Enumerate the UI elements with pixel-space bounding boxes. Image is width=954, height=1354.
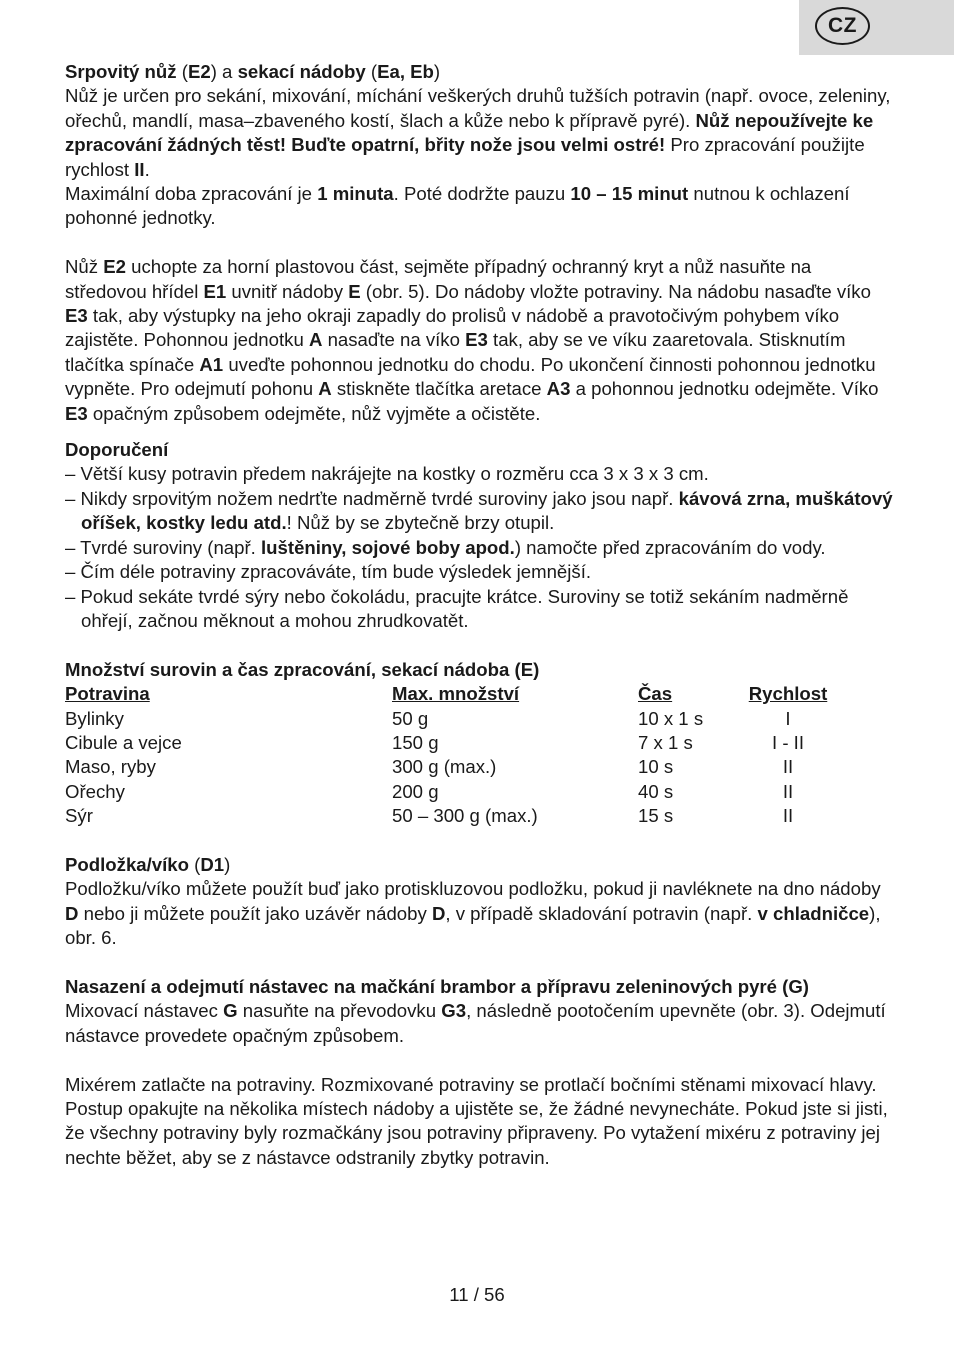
table-row xyxy=(65,780,838,804)
table-header: Max. množství xyxy=(392,683,520,705)
table-cell: 50 – 300 g (max.) xyxy=(392,805,538,827)
recommendations-list xyxy=(65,462,895,633)
pad-lid-paragraph: Podložku/víko můžete použít buď jako protiskluzovou podložku, pokud ji navléknete na dno nádoby D nebo ji můžete použít jako uzávěr nádoby D, v případě skladování potravin (např. v chladničce), obr. 6. xyxy=(65,878,881,949)
table-cell: 300 g (max.) xyxy=(392,756,497,778)
table-cell: 40 s xyxy=(638,780,674,802)
list-item: – Větší kusy potravin předem nakrájejte na kostky o rozměru cca 3 x 3 x 3 cm. xyxy=(65,463,709,485)
table-row xyxy=(65,804,838,828)
table-cell: 50 g xyxy=(392,707,429,729)
section-title-masher: Nasazení a odejmutí nástavec na mačkání brambor a přípravu zeleninových pyré (G) xyxy=(65,975,810,997)
language-badge: CZ xyxy=(815,7,870,45)
table-cell: II xyxy=(782,780,794,802)
quantity-table xyxy=(65,682,838,828)
quantity-table-title: Množství surovin a čas zpracování, sekací nádoba (E) xyxy=(65,658,540,680)
table-cell: II xyxy=(782,805,794,827)
processing-time-paragraph: Maximální doba zpracování je 1 minuta. Poté dodržte pauzu 10 – 15 minut nutnou k ochlazení pohonné jednotky. xyxy=(65,183,850,229)
table-header-row xyxy=(65,682,838,706)
table-cell: Cibule a vejce xyxy=(65,731,182,753)
table-row xyxy=(65,707,838,731)
table-cell: 10 s xyxy=(638,756,674,778)
table-header: Potravina xyxy=(65,683,150,705)
language-tab xyxy=(799,0,954,55)
table-cell: Bylinky xyxy=(65,707,124,729)
table-cell: 10 x 1 s xyxy=(638,707,704,729)
table-cell: Sýr xyxy=(65,805,93,827)
table-cell: 7 x 1 s xyxy=(638,731,693,753)
table-cell: II xyxy=(782,756,794,778)
masher-attach-paragraph: Mixovací nástavec G nasuňte na převodovku G3, následně pootočením upevněte (obr. 3). Odejmutí nástavce provedete opačným způsobem. xyxy=(65,1000,886,1046)
section-title-pad-lid: Podložka/víko (D1) xyxy=(65,853,231,875)
assembly-paragraph: Nůž E2 uchopte za horní plastovou část, sejměte případný ochranný kryt a nůž nasuňte na středovou hřídel E1 uvnitř nádoby E (obr. 5). Do nádoby vložte potraviny. Na nádobu nasaďte víko E3 tak, aby výstupky na jeho okraji zapadly do prolisů v nádobě a pravotočivým pohybem víko zajistěte. Pohonnou jednotku A nasaďte na víko E3 tak, aby se ve víku zaaretovala. Stisknutím tlačítka spínače A1 uveďte pohonnou jednotku do chodu. Po ukončení činnosti pohonnou jednotku vypněte. Pro odejmutí pohonu A stiskněte tlačítka aretace A3 a pohonnou jednotku odejměte. Víko E3 opačným způsobem odejměte, nůž vyjměte a očistěte. xyxy=(65,256,879,424)
table-cell: I xyxy=(785,707,791,729)
table-cell: 150 g xyxy=(392,731,439,753)
recommendations-title: Doporučení xyxy=(65,439,169,461)
blade-usage-paragraph: Nůž je určen pro sekání, mixování, míchání veškerých druhů tužších potravin (např. ovoce, zeleniny, ořechů, mandlí, masa–zbaveného kostí, šlach a kůže nebo k přípravě pyré). Nůž nepoužívejte ke zpracování žádných těst! Buďte opatrní, břity nože jsou velmi ostré! Pro zpracování použijte rychlost II. xyxy=(65,85,891,180)
list-item: – Nikdy srpovitým nožem nedrťte nadměrně tvrdé suroviny jako jsou např. kávová zrna, muškátový oříšek, kostky ledu atd.! Nůž by se zbytečně brzy otupil. xyxy=(65,487,893,534)
table-cell: 15 s xyxy=(638,805,674,827)
list-item: – Čím déle potraviny zpracováváte, tím bude výsledek jemnější. xyxy=(65,561,592,583)
table-cell: I - II xyxy=(771,731,805,753)
table-header: Rychlost xyxy=(748,683,828,705)
page-number: 11 / 56 xyxy=(449,1284,505,1305)
section-title-sickle-blade: Srpovitý nůž (E2) a sekací nádoby (Ea, Eb) xyxy=(65,61,441,82)
table-header: Čas xyxy=(638,683,673,705)
table-cell: Maso, ryby xyxy=(65,756,156,778)
list-item: – Tvrdé suroviny (např. luštěniny, sojové boby apod.) namočte před zpracováním do vody. xyxy=(65,536,826,558)
table-row xyxy=(65,731,838,755)
page-content xyxy=(65,60,895,1170)
table-cell: 200 g xyxy=(392,780,439,802)
table-row xyxy=(65,755,838,779)
list-item: – Pokud sekáte tvrdé sýry nebo čokoládu, pracujte krátce. Suroviny se totiž sekáním nadměrně ohřejí, začnou měknout a mohou zhrudkovatět. xyxy=(65,585,849,631)
masher-usage-paragraph: Mixérem zatlačte na potraviny. Rozmixované potraviny se protlačí bočními stěnami mixovací hlavy. Postup opakujte na několika místech nádoby a ujistěte se, že žádné nevynecháte. Pokud jste si jisti, že všechny potraviny byly rozmačkány jsou potraviny připraveny. Po vytažení mixéru z potraviny jej nechte běžet, aby se z nástavce odstranily zbytky potravin. xyxy=(65,1073,888,1168)
table-cell: Ořechy xyxy=(65,780,125,802)
